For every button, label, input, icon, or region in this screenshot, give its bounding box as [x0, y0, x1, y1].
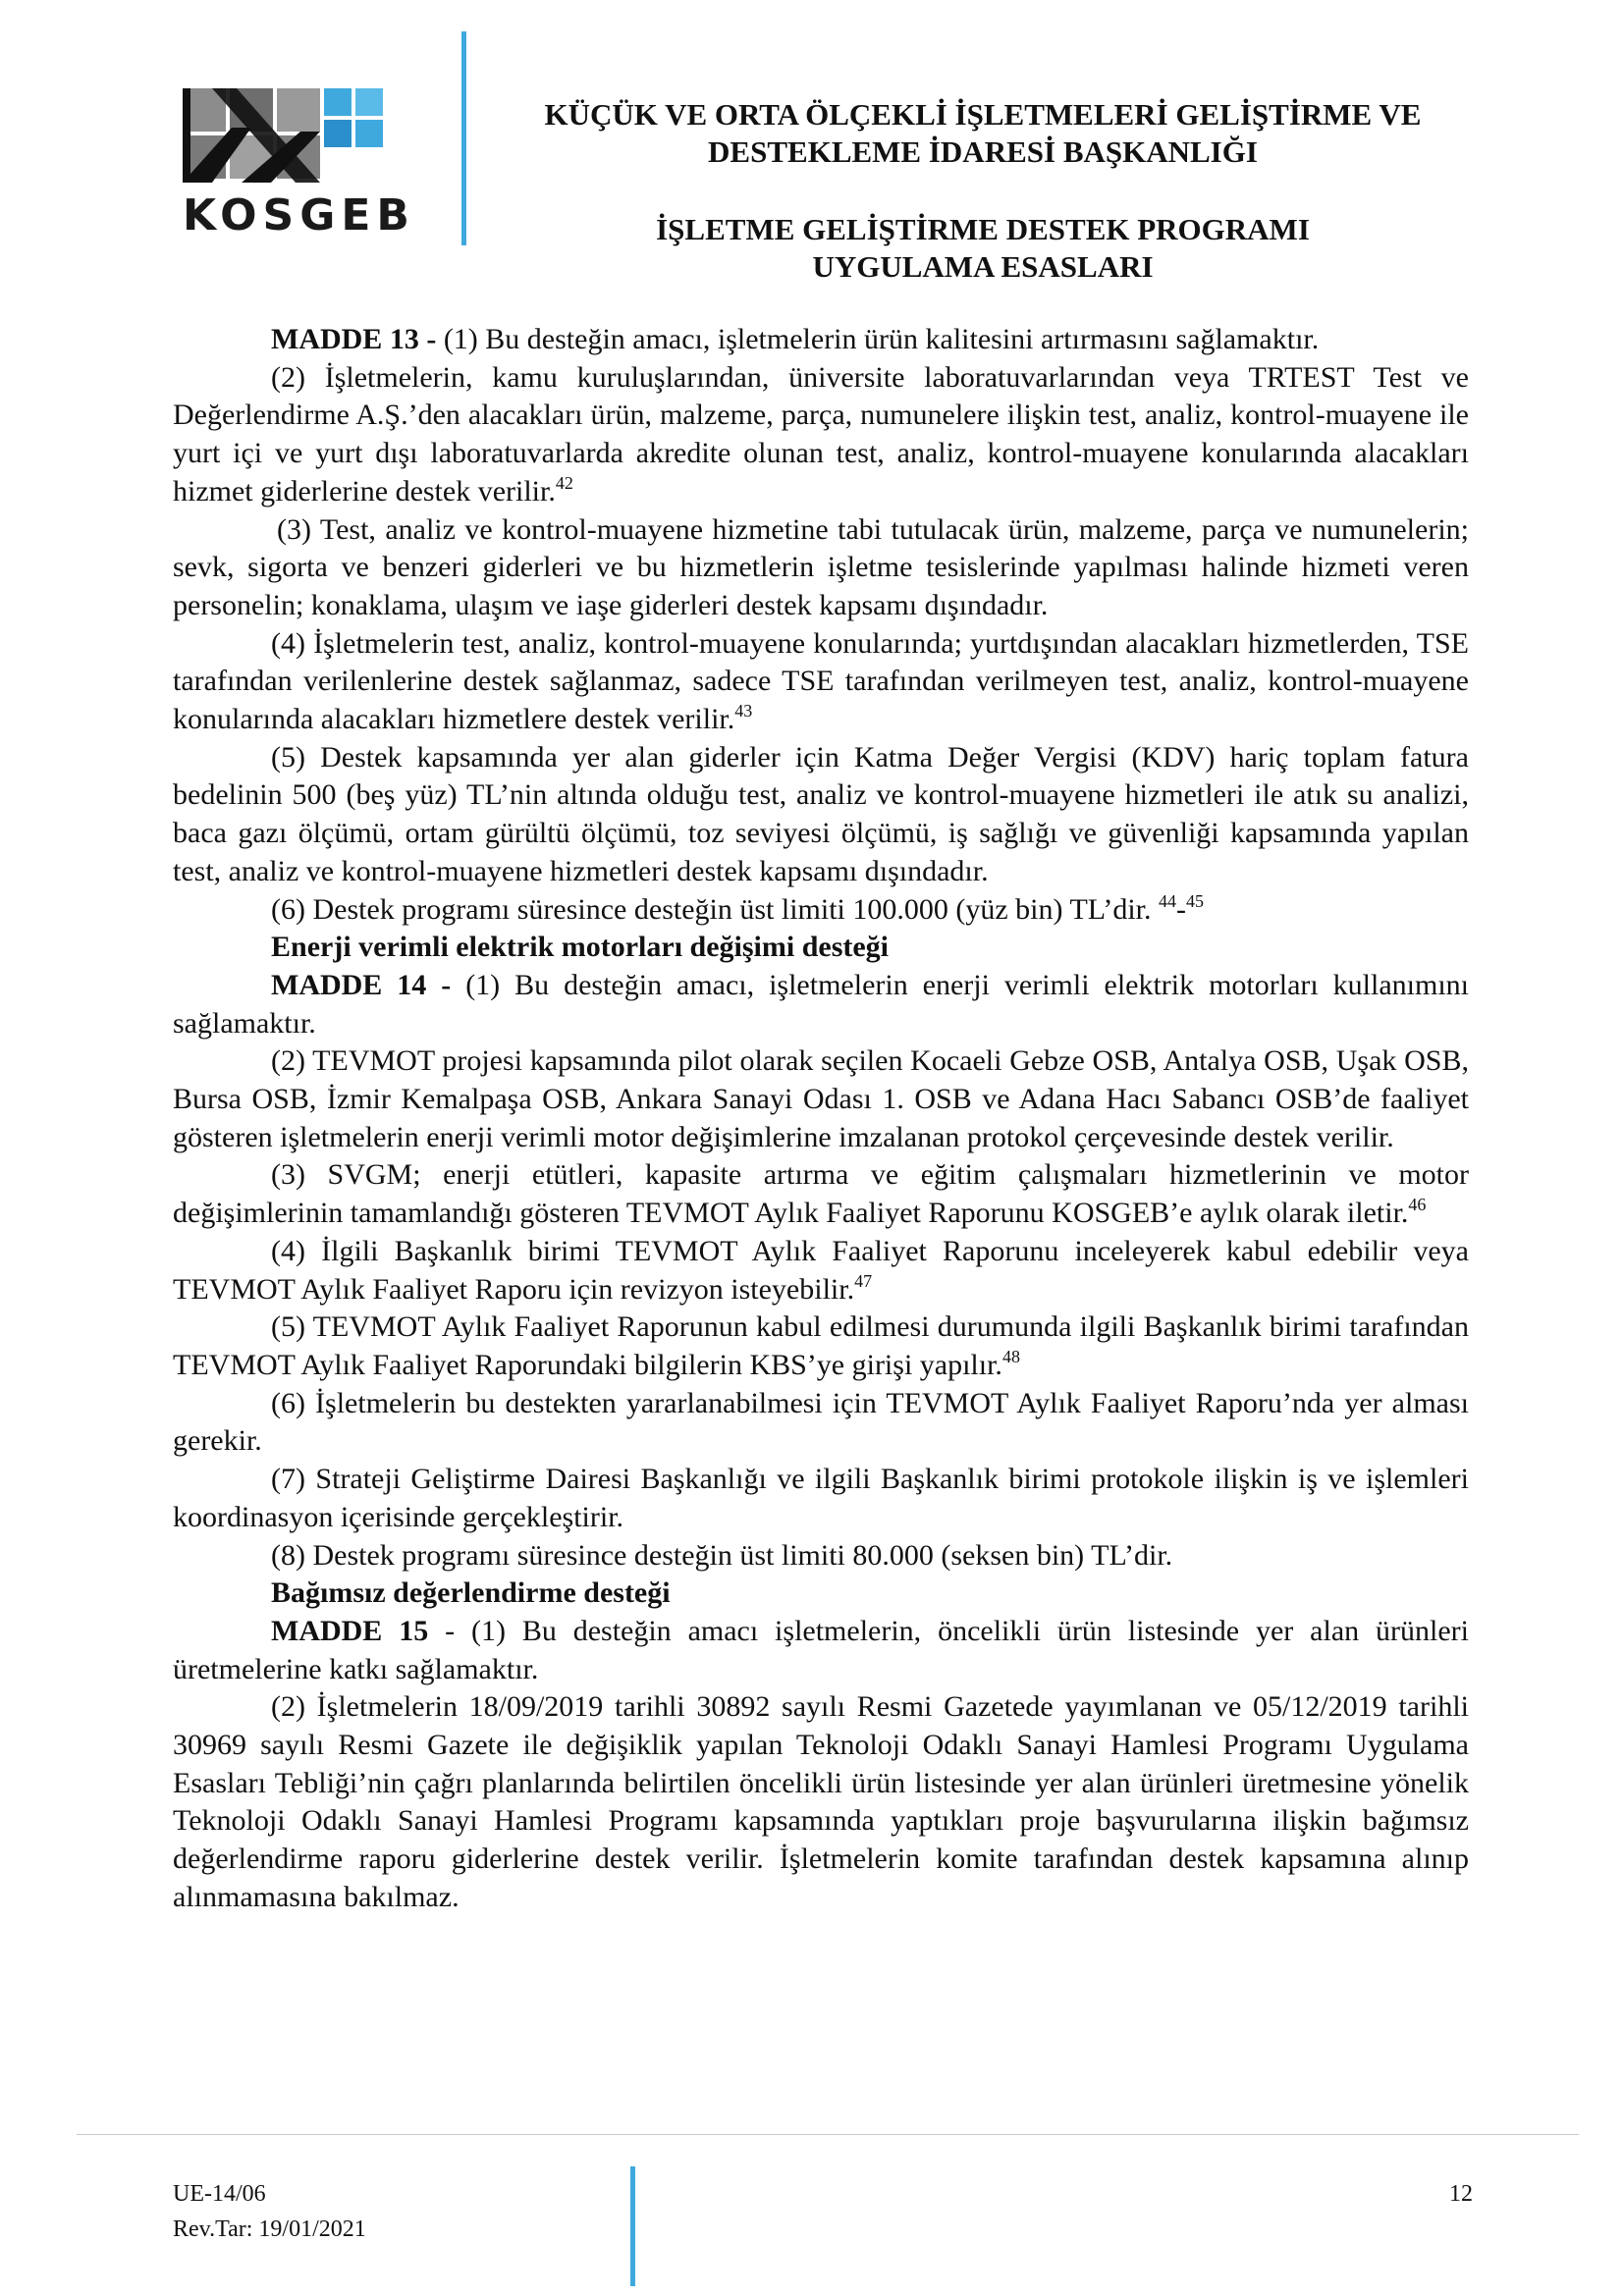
kosgeb-logo [183, 88, 428, 245]
revision-date: Rev.Tar: 19/01/2021 [173, 2216, 366, 2242]
footnote-ref-43: 43 [734, 701, 753, 721]
article-13-paragraph-1 [173, 321, 1469, 359]
article-13-paragraph-5: (5) Destek kapsamında yer alan giderler için Katma Değer Vergisi (KDV) hariç toplam fatura bedelinin 500 (beş yüz) TL’nin altında olduğu test, analiz ve kontrol-muayene hizmetleri ile atık su analizi, baca gazı ölçümü, ortam gürültü ölçümü, toz seviyesi ölçümü, iş sağlığı ve güvenliği kapsamında yapılan test, analiz ve kontrol-muayene hizmetleri destek kapsamı dışındadır. [173, 740, 1469, 887]
article-13-text-2: (2) İşletmelerin, kamu kuruluşlarından, üniversite laboratuvarlarından veya TRTEST Test ve Değerlendirme A.Ş.’den alacakları ürün, malzeme, parça, numunelere ilişkin test, analiz, kontrol-muayene ile yurt içi ve yurt dışı laboratuvarlarda akredite olunan test, analiz, kontrol-muayene konularında alacakları hizmet giderlerine destek verilir. [173, 360, 1469, 507]
organization-title-line1: KÜÇÜK VE ORTA ÖLÇEKLİ İŞLETMELERİ GELİŞTİRME VE [544, 97, 1422, 132]
footer-divider [630, 2166, 635, 2286]
article-14-paragraph-7: (7) Strateji Geliştirme Dairesi Başkanlığı ve ilgili Başkanlık birimi protokole ilişkin iş ve işlemleri koordinasyon içerisinde gerçekleştirir. [173, 1463, 1469, 1533]
article-13-text-6: (6) Destek programı süresince desteğin üst limiti 100.000 (yüz bin) TL’dir. [271, 892, 1160, 926]
article-13-text-4: (4) İşletmelerin test, analiz, kontrol-muayene konularında; yurtdışından alacakları hizmetlerden, TSE tarafından verilenlerine destek sağlanmaz, sadece TSE tarafından verilmeyen test, analiz, kontrol-muayene konularında alacakları hizmetlere destek verilir. [173, 626, 1469, 736]
article-14-text-3: (3) SVGM; enerji etütleri, kapasite artırma ve eğitim çalışmaları hizmetlerinin ve motor değişimlerinin tamamlandığı gösteren TEVMOT Aylık Faaliyet Raporunu KOSGEB’e aylık olarak iletir. [173, 1158, 1469, 1230]
program-title-line2: UYGULAMA ESASLARI [812, 249, 1154, 284]
article-14-text-4: (4) İlgili Başkanlık birimi TEVMOT Aylık Faaliyet Raporunu inceleyerek kabul edebilir veya TEVMOT Aylık Faaliyet Raporu için revizyon isteyebilir. [173, 1234, 1469, 1306]
section-heading-independent-evaluation: Bağımsız değerlendirme desteği [271, 1576, 671, 1610]
footnote-separator: - [1176, 892, 1187, 926]
article-14-paragraph-4 [173, 1233, 1469, 1308]
footnote-ref-45: 45 [1186, 890, 1205, 911]
footnote-ref-46: 46 [1408, 1195, 1427, 1215]
program-title-line1: İŞLETME GELİŞTİRME DESTEK PROGRAMI [656, 212, 1310, 246]
article-13-label: MADDE 13 - [271, 323, 437, 355]
footer-separator [77, 2134, 1579, 2135]
article-14-paragraph-8: (8) Destek programı süresince desteğin üst limiti 80.000 (seksen bin) TL’dir. [271, 1538, 1173, 1572]
article-15-text-1: - (1) Bu desteğin amacı işletmelerin, öncelikli ürün listesinde yer alan ürünleri üretmelerine katkı sağlamaktır. [173, 1614, 1469, 1685]
article-13-paragraph-4 [173, 625, 1469, 739]
article-14-label: MADDE 14 - [271, 968, 452, 1001]
article-14-text-1: (1) Bu desteğin amacı, işletmelerin enerji verimli elektrik motorları kullanımını sağlamaktır. [173, 968, 1470, 1040]
article-14-paragraph-2: (2) TEVMOT projesi kapsamında pilot olarak seçilen Kocaeli Gebze OSB, Antalya OSB, Uşak OSB, Bursa OSB, İzmir Kemalpaşa OSB, Ankara Sanayi Odası 1. OSB ve Adana Hacı Sabancı OSB’de faaliyet gösteren işletmelerin enerji verimli motor değişimlerine imzalanan protokol çerçevesinde destek verilir. [173, 1044, 1469, 1153]
program-title [467, 211, 1498, 286]
article-13-paragraph-2 [173, 359, 1469, 511]
article-14-text-5: (5) TEVMOT Aylık Faaliyet Raporunun kabul edilmesi durumunda ilgili Başkanlık birimi tarafından TEVMOT Aylık Faaliyet Raporundaki bilgilerin KBS’ye girişi yapılır. [173, 1310, 1469, 1381]
article-15-paragraph-2: (2) İşletmelerin 18/09/2019 tarihli 30892 sayılı Resmi Gazetede yayımlanan ve 05/12/2019 tarihli 30969 sayılı Resmi Gazete ile değişiklik yapılan Teknoloji Odaklı Sanayi Hamlesi Programı Uygulama Esasları Tebliği’nin çağrı planlarında belirtilen öncelikli ürün listesinde yer alan ürünleri üretmesine yönelik Teknoloji Odaklı Sanayi Hamlesi Programı kapsamında yaptıkları proje başvurularına ilişkin bağımsız değerlendirme raporu giderlerine destek verilir. İşletmelerin komite tarafından destek kapsamına alınıp alınmamasına bakılmaz. [173, 1690, 1469, 1913]
document-code: UE-14/06 [173, 2181, 266, 2207]
page-number: 12 [1449, 2181, 1473, 2207]
section-heading-motor-support: Enerji verimli elektrik motorları değişimi desteği [271, 931, 890, 964]
document-body [173, 321, 1469, 1917]
article-14-paragraph-5 [173, 1308, 1469, 1384]
footnote-ref-42: 42 [555, 472, 573, 493]
article-14-paragraph-3 [173, 1156, 1469, 1232]
footer-document-info [173, 2176, 366, 2247]
article-13-text-1: (1) Bu desteğin amacı, işletmelerin ürün kalitesini artırmasını sağlamaktır. [436, 323, 1320, 355]
article-13-paragraph-6 [173, 891, 1469, 930]
organization-title [467, 96, 1498, 171]
logo-wordmark: KOSGEB [183, 190, 415, 240]
organization-title-line2: DESTEKLEME İDARESİ BAŞKANLIĞI [708, 134, 1258, 169]
article-15-label: MADDE 15 [271, 1614, 429, 1647]
footnote-ref-48: 48 [1001, 1346, 1020, 1366]
article-15-paragraph-1 [173, 1613, 1469, 1688]
footnote-ref-44: 44 [1159, 890, 1177, 911]
footnote-ref-47: 47 [854, 1270, 873, 1291]
header-divider [461, 31, 466, 245]
article-13-paragraph-3: (3) Test, analiz ve kontrol-muayene hizmetine tabi tutulacak ürün, malzeme, parça ve numunelerin; sevk, sigorta ve benzeri giderleri ve bu hizmetlerin işletme tesislerinde yapılması halinde hizmeti veren personelin; konaklama, ulaşım ve iaşe giderleri destek kapsamı dışındadır. [173, 512, 1469, 621]
article-14-paragraph-6: (6) İşletmelerin bu destekten yararlanabilmesi için TEVMOT Aylık Faaliyet Raporu’nda yer alması gerekir. [173, 1386, 1469, 1458]
article-14-paragraph-1 [173, 967, 1469, 1042]
